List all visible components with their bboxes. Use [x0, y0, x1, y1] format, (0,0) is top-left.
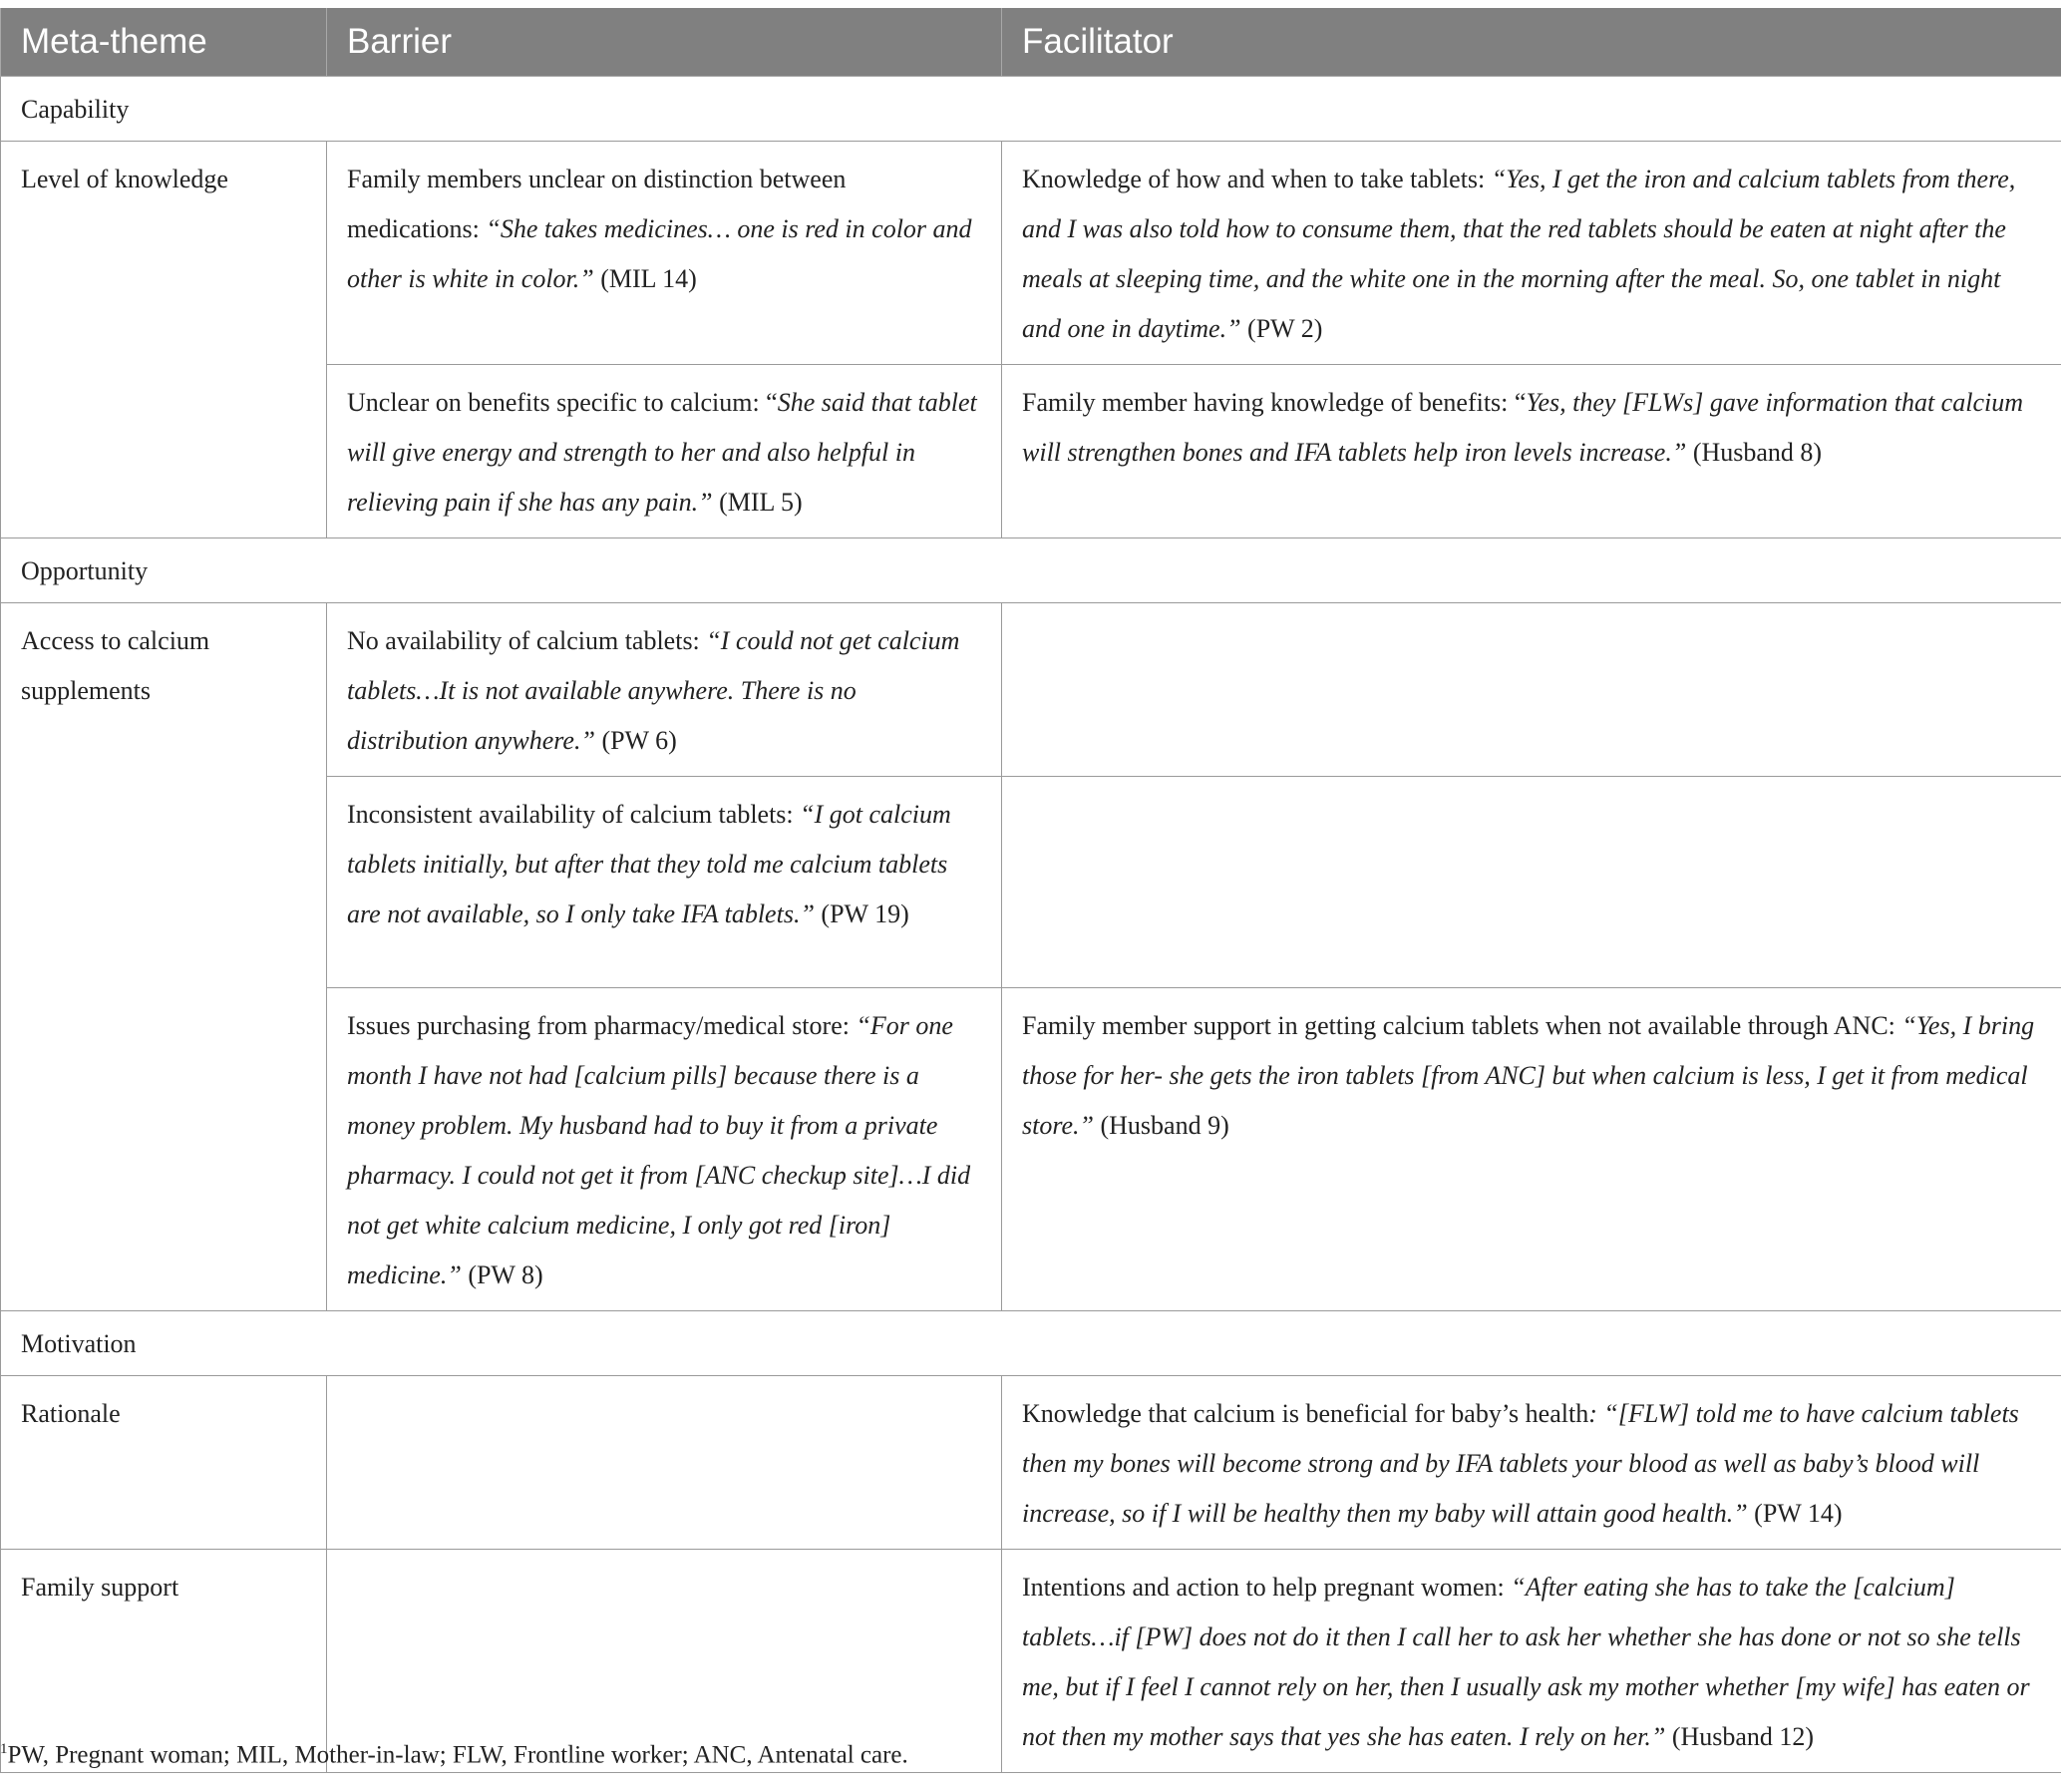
table-row — [1, 1375, 2061, 1549]
facilitator-cell — [1002, 776, 2061, 987]
section-row — [1, 538, 2061, 602]
header-barrier: Barrier — [327, 8, 1002, 76]
facilitator-cell: Family member having knowledge of benefits: “Yes, they [FLWs] gave information that calcium will strengthen bones and IFA tablets help iron levels increase.” (Husband 8) — [1002, 364, 2061, 538]
barrier-cell: Family members unclear on distinction between medications: “She takes medicines… one is red in color and other is white in color.” (MIL 14) — [327, 141, 1002, 364]
barrier-cell: No availability of calcium tablets: “I could not get calcium tablets…It is not available anywhere. There is no distribution anywhere.” (PW 6) — [327, 602, 1002, 776]
table-row — [1, 602, 2061, 776]
theme-level-of-knowledge: Level of knowledge — [1, 141, 327, 538]
footnote-mark: 1 — [0, 1741, 8, 1757]
barrier-cell: Issues purchasing from pharmacy/medical store: “For one month I have not had [calcium pills] because there is a money problem. My husband had to buy it from a private pharmacy. I could not get it from [ANC checkup site]…I did not get white calcium medicine, I only got red [iron] medicine.” (PW 8) — [327, 987, 1002, 1310]
table-container — [0, 8, 2061, 1773]
theme-family-support: Family support — [1, 1549, 327, 1772]
table-footnote — [0, 1741, 908, 1769]
theme-rationale: Rationale — [1, 1375, 327, 1549]
section-motivation: Motivation — [1, 1310, 2061, 1375]
barrier-cell: Unclear on benefits specific to calcium: “She said that tablet will give energy and strength to her and also helpful in relieving pain if she has any pain.” (MIL 5) — [327, 364, 1002, 538]
facilitator-cell — [1002, 602, 2061, 776]
header-row — [1, 8, 2061, 76]
barrier-cell: Inconsistent availability of calcium tablets: “I got calcium tablets initially, but after that they told me calcium tablets are not available, so I only take IFA tablets.” (PW 19) — [327, 776, 1002, 987]
table-row — [1, 141, 2061, 364]
header-facilitator: Facilitator — [1002, 8, 2061, 76]
footnote-text: PW, Pregnant woman; MIL, Mother-in-law; FLW, Frontline worker; ANC, Antenatal care. — [7, 1741, 908, 1769]
section-capability: Capability — [1, 76, 2061, 141]
section-opportunity: Opportunity — [1, 538, 2061, 602]
header-meta-theme: Meta-theme — [1, 8, 327, 76]
table-row — [1, 1549, 2061, 1772]
facilitator-cell: Knowledge that calcium is beneficial for baby’s health: “[FLW] told me to have calcium tablets then my bones will become strong and by IFA tablets your blood as well as baby’s blood will increase, so if I will be healthy then my baby will attain good health.” (PW 14) — [1002, 1375, 2061, 1549]
facilitator-cell: Intentions and action to help pregnant women: “After eating she has to take the [calcium] tablets…if [PW] does not do it then I call her to ask her whether she has done or not so she tells me, but if I feel I cannot rely on her, then I usually ask my mother whether [my wife] has eaten or not then my mother says that yes she has eaten. I rely on her.” (Husband 12) — [1002, 1549, 2061, 1772]
barrier-cell — [327, 1549, 1002, 1772]
facilitator-cell: Knowledge of how and when to take tablets: “Yes, I get the iron and calcium tablets from there, and I was also told how to consume them, that the red tablets should be eaten at night after the meals at sleeping time, and the white one in the morning after the meal. So, one tablet in night and one in daytime.” (PW 2) — [1002, 141, 2061, 364]
section-row — [1, 1310, 2061, 1375]
theme-access-to-calcium: Access to calcium supplements — [1, 602, 327, 1310]
barriers-facilitators-table — [0, 8, 2061, 1773]
barrier-cell — [327, 1375, 1002, 1549]
facilitator-cell: Family member support in getting calcium tablets when not available through ANC: “Yes, I bring those for her- she gets the iron tablets [from ANC] but when calcium is less, I get it from medical store.” (Husband 9) — [1002, 987, 2061, 1310]
section-row — [1, 76, 2061, 141]
